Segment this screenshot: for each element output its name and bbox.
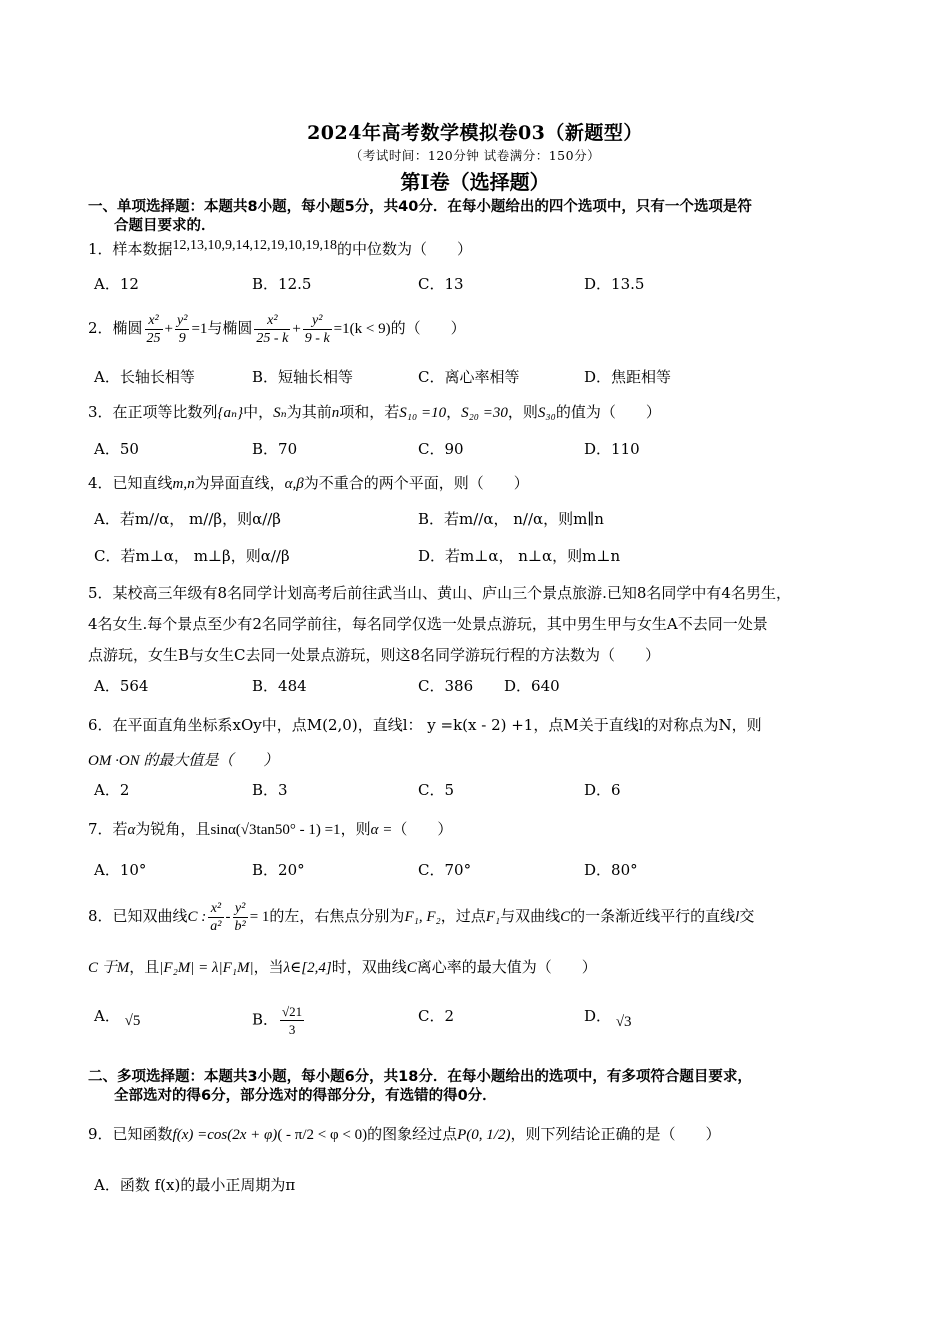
part2-instr-line2: 全部选对的得6分，部分选对的得部分分，有选错的得0分．: [114, 1088, 497, 1104]
q5-option-d[interactable]: D．640: [504, 677, 560, 695]
q6-option-a[interactable]: A．2: [94, 781, 130, 799]
part1-instr-line1: 一、单项选择题：本题共8小题，每小题5分，共40分．在每小题给出的四个选项中，只有一个选项是符: [88, 199, 752, 215]
q2-frac-x2: $\frac{\text{x²}}{25 - k}$: [256, 312, 289, 346]
q2-condition: =1(k < 9): [333, 321, 391, 337]
part2-instructions: [88, 1068, 868, 1106]
q2-option-b[interactable]: B．短轴长相等: [252, 368, 354, 386]
q2-frac-x: $\frac{\text{x²}}{25}$: [146, 312, 161, 346]
q3-sequence: {aₙ}: [217, 405, 244, 421]
q5-option-c[interactable]: C．386: [418, 677, 474, 695]
q4-option-b[interactable]: B．若m∕∕α， n∕∕α，则m∥n: [418, 510, 604, 528]
q3-option-a[interactable]: A．50: [94, 440, 139, 458]
q7-expression: sinα(√3tan50° - 1) =1: [210, 822, 341, 838]
q8-option-c[interactable]: C．2: [418, 1007, 455, 1025]
question-9: 9．已知函数f(x) =cos(2x + φ)( - π/2 < φ < 0)的图象经过点P(0, 1/2)，则下列结论正确的是（ ）: [88, 1125, 721, 1143]
question-5: [88, 578, 868, 671]
q1-option-a[interactable]: A．12: [94, 275, 139, 293]
part1-instr-line2: 合题目要求的．: [114, 218, 216, 234]
q9-option-a[interactable]: A．函数 f(x)的最小正周期为π: [94, 1176, 296, 1194]
q8-option-b[interactable]: B． $\frac{√21}{3}$: [252, 1004, 303, 1037]
q2-frac-y2: $\frac{\text{y²}}{9 - k}$: [304, 312, 330, 346]
q6-line2: OM ·ON 的最大值是（ ）: [88, 753, 279, 769]
q8-option-d[interactable]: D． √3: [584, 1007, 632, 1030]
question-2: 2．椭圆 $\frac{\text{x²}}{25}$ + $\frac{\text{y²}}{9}$ =1与椭圆 $\frac{\text{x²}}{25 - k}$ + $\frac{\text{y²}}{9 - k}$ =1(k < 9)的（ ）: [88, 312, 466, 346]
q6-option-b[interactable]: B．3: [252, 781, 288, 799]
q1-option-b[interactable]: B．12.5: [252, 275, 312, 293]
q9-point: P(0, 1/2): [457, 1127, 511, 1143]
q4-options-row2: [94, 543, 874, 569]
q5-line1: 5．某校高三年级有8名同学计划高考后前往武当山、黄山、庐山三个景点旅游.已知8名同学中有4名男生，: [88, 584, 791, 602]
q1-suffix: 的中位数为（ ）: [337, 240, 473, 258]
q2-option-c[interactable]: C．离心率相等: [418, 368, 520, 386]
section-title: 第I卷（选择题）: [400, 170, 550, 194]
q4-option-c[interactable]: C．若m⊥α， m⊥β，则α∕∕β: [94, 547, 290, 565]
q2-option-a[interactable]: A．长轴长相等: [94, 368, 195, 386]
q3-option-d[interactable]: D．110: [584, 440, 640, 458]
q1-option-d[interactable]: D．13.5: [584, 275, 645, 293]
q2-prefix: 2．椭圆: [88, 319, 143, 337]
question-8: 8．已知双曲线C : $\frac{\text{x²}}{\text{a²}}$ - $\frac{\text{y²}}{\text{b²}}$ = 1的左，右焦点分别为F₁, F₂，过点F₁与双曲线C的一条渐近线平行的直线l交: [88, 900, 755, 934]
q5-option-a[interactable]: A．564: [94, 677, 149, 695]
q5-option-b[interactable]: B．484: [252, 677, 307, 695]
question-6: [88, 707, 868, 779]
q8-options: [94, 1003, 874, 1041]
part2-instr-line1: 二、多项选择题：本题共3小题，每小题6分，共18分．在每小题给出的选项中，有多项符合题目要求，: [88, 1069, 752, 1085]
q2-mid: 与椭圆: [207, 319, 253, 337]
q4-option-a[interactable]: A．若m∕∕α， m∕∕β，则α∕∕β: [94, 510, 281, 528]
question-7: 7．若α为锐角，且sinα(√3tan50° - 1) =1，则α =（ ）: [88, 820, 453, 838]
q9-condition: ( - π/2 < φ < 0): [277, 1127, 368, 1143]
q9-function: f(x) =cos(2x + φ): [172, 1127, 278, 1143]
question-1: [88, 236, 868, 264]
q2-suffix: 的（ ）: [390, 319, 466, 337]
q2-option-d[interactable]: D．焦距相等: [584, 368, 672, 386]
question-4: 4．已知直线m,n为异面直线，α,β为不重合的两个平面，则（ ）: [88, 474, 529, 492]
q8-option-a[interactable]: A． √5: [94, 1007, 141, 1029]
q7-option-a[interactable]: A．10°: [94, 861, 147, 879]
exam-subtitle: （考试时间：120分钟 试卷满分：150分）: [349, 148, 601, 163]
q4-option-d[interactable]: D．若m⊥α， n⊥α，则m⊥n: [418, 547, 621, 565]
q7-option-d[interactable]: D．80°: [584, 861, 638, 879]
q1-prefix: 1．样本数据: [88, 240, 173, 258]
q1-option-c[interactable]: C．13: [418, 275, 464, 293]
part1-instructions: [88, 198, 868, 236]
q1-options: [94, 271, 874, 297]
question-8-line2: C 于M，且|F₂M| = λ|F₁M|，当λ∈[2,4]时，双曲线C离心率的最大值为（ ）: [88, 958, 597, 976]
q4-options-row1: [94, 506, 874, 532]
q6-option-c[interactable]: C．5: [418, 781, 455, 799]
q3-options: [94, 436, 874, 462]
q3-option-b[interactable]: B．70: [252, 440, 298, 458]
q3-option-c[interactable]: C．90: [418, 440, 464, 458]
question-3: 3．在正项等比数列{aₙ}中，Sₙ为其前n项和，若S₁₀ =10，S₂₀ =30，则S₃₀的值为（ ）: [88, 403, 661, 421]
q2-frac-y: $\frac{\text{y²}}{9}$: [177, 312, 188, 346]
q6-line1: 6．在平面直角坐标系xOy中，点M(2,0)，直线l： y =k(x - 2) +1，点M关于直线l的对称点为N，则: [88, 716, 762, 734]
q2-options: [94, 364, 874, 390]
q7-option-b[interactable]: B．20°: [252, 861, 305, 879]
q9-options: [94, 1172, 874, 1198]
q5-line3: 点游玩，女生B与女生C去同一处景点游玩，则这8名同学游玩行程的方法数为（ ）: [88, 646, 661, 664]
q5-options: [94, 673, 874, 699]
q6-option-d[interactable]: D．6: [584, 781, 621, 799]
q7-option-c[interactable]: C．70°: [418, 861, 472, 879]
q7-options: [94, 857, 874, 883]
q1-data: 12,13,10,9,14,12,19,10,19,18: [172, 238, 338, 253]
q5-line2: 4名女生.每个景点至少有2名同学前往，每名同学仅选一处景点游玩，其中男生甲与女生A不去同一处景: [88, 615, 768, 633]
exam-title: 2024年高考数学模拟卷03（新题型）: [307, 122, 643, 144]
q6-options: [94, 777, 874, 803]
